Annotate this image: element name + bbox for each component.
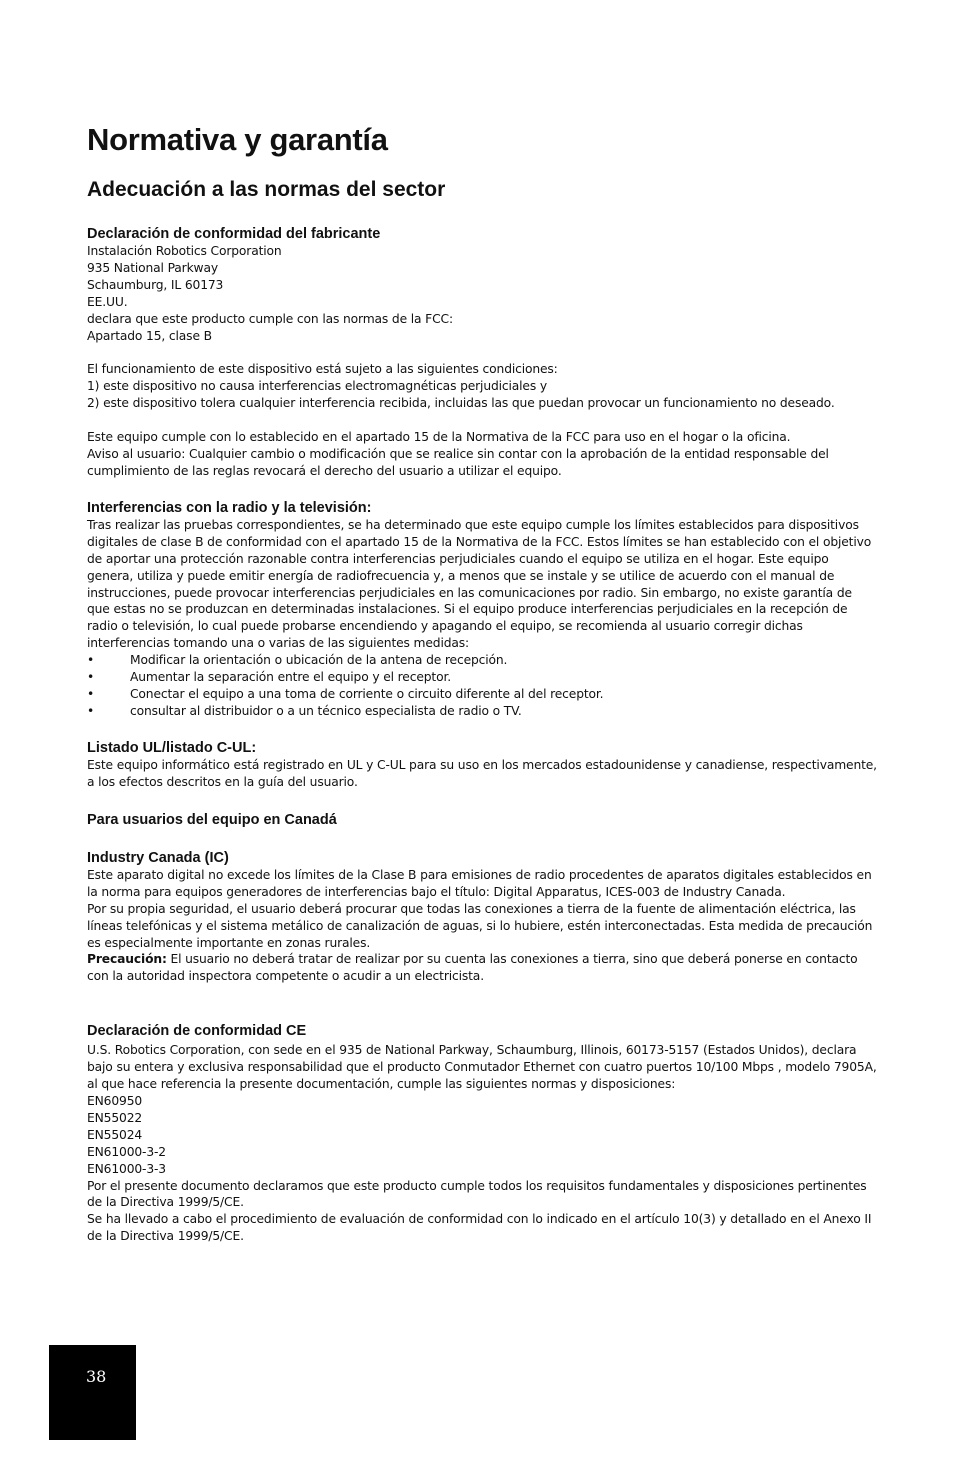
compliance-text: Este equipo cumple con lo establecido en el apartado 15 de la Normativa de la FCC para uso en el hogar o la oficina. [87, 430, 791, 445]
page-title: Normativa y garantía [87, 122, 388, 157]
page-number: 38 [86, 1367, 107, 1386]
address-line: Schaumburg, IL 60173 [87, 277, 224, 292]
ce-body: U.S. Robotics Corporation, con sede en el 935 de National Parkway, Schaumburg, Illinois, 60173-5157 (Estados Unidos), declara bajo su entera y exclusiva responsabilidad que el producto Conmutador Ethernet con cuatro puertos 10/100 Mbps , modelo 7905A, al que hace referencia la presente documentación, cumple las siguientes normas y disposiciones: [87, 1043, 877, 1092]
industry-canada-body: Este aparato digital no excede los límites de la Clase B para emisiones de radio procedentes de aparatos digitales establecidos en la norma para equipos generadores de interferencias bajo el título: Digital Apparatus, ICES-003 de Industry Canada. [87, 867, 872, 899]
bullet-icon: • [87, 670, 95, 685]
list-item-text: Conectar el equipo a una toma de corriente o circuito diferente al del receptor. [130, 687, 604, 702]
standard-item: EN55022 [87, 1110, 143, 1125]
radio-tv-body: Tras realizar las pruebas correspondientes, se ha determinado que este equipo cumple los límites establecidos para dispositivos digitales de clase B de conformidad con el apartado 15 de la Normativa de la FCC. Estos límites se han establecido con el objetivo de aportar una protección razonable contra interferencias perjudiciales cuando el equipo se utiliza en el hogar. Este equipo genera, utiliza y puede emitir energía de radiofrecuencia y, a menos que se instale y se utilice de acuerdo con el manual de instrucciones, puede provocar interferencias perjudiciales en las comunicaciones por radio. Sin embargo, no existe garantía de que estas no se produzcan en determinadas instalaciones. Si el equipo produce interferencias perjudiciales en la recepción de radio o televisión, lo cual puede probarse encendiendo y apagando el equipo, se recomienda al usuario corregir dichas interferencias tomando una o varias de las siguientes medidas: [87, 517, 872, 651]
list-item [87, 686, 877, 703]
address-line: Instalación Robotics Corporation [87, 244, 282, 258]
grounding-body: Por su propia seguridad, el usuario deberá procurar que todas las conexiones a tierra de la fuente de alimentación eléctrica, las líneas telefónicas y el sistema metálico de canalización de aguas, si lo hubiere, estén interconectadas. Esta medida de precaución es especialmente importante en zonas rurales. [87, 901, 873, 950]
list-item-text: Aumentar la separación entre el equipo y el receptor. [130, 670, 451, 685]
section-heading-industry-canada: Industry Canada (IC) [87, 849, 229, 866]
caution-label: Precaución: [87, 952, 167, 967]
section-heading-ce: Declaración de conformidad CE [87, 1023, 307, 1040]
page-content [87, 118, 877, 1245]
section-heading-canada: Para usuarios del equipo en Canadá [87, 811, 337, 828]
ul-body: Este equipo informático está registrado en UL y C-UL para su uso en los mercados estadounidense y canadiense, respectivamente, a los efectos descritos en la guía del usuario. [87, 758, 877, 790]
list-item [87, 703, 877, 720]
section-heading-radio-tv: Interferencias con la radio y la televisión: [87, 499, 372, 516]
ce-closing-text: Por el presente documento declaramos que este producto cumple todos los requisitos fundamentales y disposiciones pertinentes de la Directiva 1999/5/CE. [87, 1178, 867, 1210]
caution-text: El usuario no deberá tratar de realizar por su cuenta las conexiones a tierra, sino que deberá ponerse en contacto con la autoridad inspectora competente o acudir a un electricista. [87, 952, 858, 984]
section-heading-ul: Listado UL/listado C-UL: [87, 740, 257, 757]
page-number-block [49, 1345, 136, 1440]
declaration-line: Apartado 15, clase B [87, 328, 212, 343]
standard-item: EN61000-3-3 [87, 1161, 166, 1176]
section-radio-tv-interference [87, 499, 877, 720]
section-canada-users [87, 811, 877, 829]
section-ul-listing [87, 739, 877, 791]
measures-list [87, 652, 877, 720]
list-item-text: Modificar la orientación o ubicación de la antena de recepción. [130, 653, 508, 668]
conditions-intro: El funcionamiento de este dispositivo está sujeto a las siguientes condiciones: [87, 362, 558, 377]
bullet-icon: • [87, 704, 95, 719]
section-industry-canada [87, 849, 877, 985]
section-ce-declaration [87, 1022, 877, 1245]
bullet-icon: • [87, 653, 95, 668]
standard-item: EN55024 [87, 1127, 143, 1142]
address-line: EE.UU. [87, 294, 128, 309]
bullet-icon: • [87, 687, 95, 702]
list-item-text: consultar al distribuidor o a un técnico especialista de radio o TV. [130, 704, 522, 719]
condition-item: 1) este dispositivo no causa interferencias electromagnéticas perjudiciales y [87, 379, 547, 394]
list-item [87, 652, 877, 669]
caution-paragraph [87, 951, 877, 985]
section-heading-manufacturer: Declaración de conformidad del fabricante [87, 226, 381, 242]
user-notice-text: Aviso al usuario: Cualquier cambio o modificación que se realice sin contar con la aprobación de la entidad responsable del cumplimiento de las reglas revocará el derecho del usuario a utilizar el equipo. [87, 447, 829, 478]
address-line: 935 National Parkway [87, 260, 218, 275]
list-item [87, 669, 877, 686]
ce-closing-text: Se ha llevado a cabo el procedimiento de evaluación de conformidad con lo indicado en el artículo 10(3) y detallado en el Anexo II de la Directiva 1999/5/CE. [87, 1212, 872, 1244]
condition-item: 2) este dispositivo tolera cualquier interferencia recibida, incluidas las que puedan provocar un funcionamiento no deseado. [87, 396, 835, 411]
standard-item: EN60950 [87, 1094, 143, 1108]
standard-item: EN61000-3-2 [87, 1144, 166, 1159]
page-subtitle: Adecuación a las normas del sector [87, 178, 446, 201]
declaration-line: declara que este producto cumple con las normas de la FCC: [87, 311, 453, 326]
section-manufacturer-declaration [87, 225, 877, 480]
